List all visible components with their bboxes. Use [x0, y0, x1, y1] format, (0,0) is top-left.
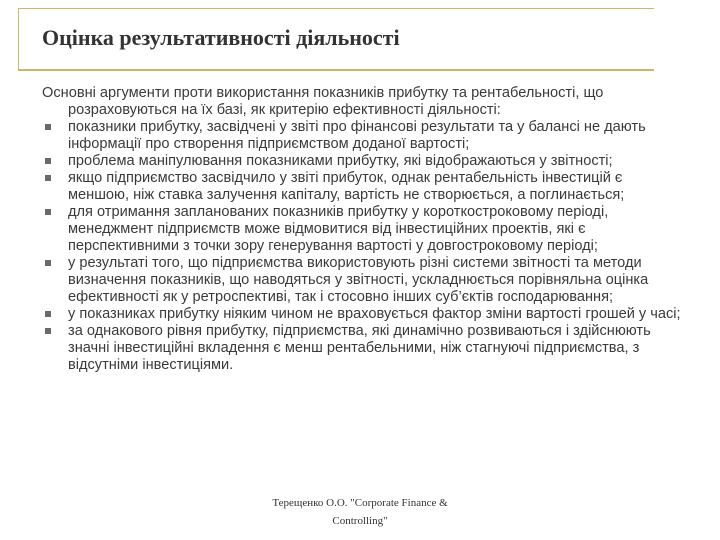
list-item-text: показники прибутку, засвідчені у звіті про фінансові результати та у балансі не дають інформації про створення підприємством доданої вартості;	[68, 119, 646, 152]
list-item	[42, 119, 682, 153]
square-bullet-icon	[45, 328, 51, 334]
intro-text: Основні аргументи проти використання показників прибутку та рентабельності, що розраховуються на їх базі, як критерію ефективності діяльності:	[42, 85, 604, 118]
footer-line-2: Controlling"	[332, 515, 388, 527]
title-frame-top-line	[18, 8, 654, 9]
footer-line-1: Терещенко О.О. "Corporate Finance &	[272, 497, 448, 509]
square-bullet-icon	[45, 260, 51, 266]
list-item-text: для отримання запланованих показників прибутку у короткостроковому періоді, менеджмент підприємств може відмовитися від інвестиційних проектів, які є перспективними з точки зору генерування вартості у довгостроковому періоді;	[68, 204, 609, 254]
square-bullet-icon	[45, 124, 51, 130]
square-bullet-icon	[45, 158, 51, 164]
title-frame-left-line	[18, 8, 19, 70]
slide-body	[42, 85, 682, 374]
argument-list	[42, 119, 682, 374]
list-item-text: у результаті того, що підприємства використовують різні системи звітності та методи визначення показників, що наводяться у звітності, ускладнюється порівняльна оцінка ефективності як у ретроспективі, так і стосовно інших суб’єктів господарювання;	[68, 255, 649, 305]
square-bullet-icon	[45, 311, 51, 317]
square-bullet-icon	[45, 175, 51, 181]
square-bullet-icon	[45, 209, 51, 215]
list-item-text: проблема маніпулювання показниками прибутку, які відображаються у звітності;	[68, 153, 613, 169]
list-item	[42, 204, 682, 255]
list-item	[42, 323, 682, 374]
list-item	[42, 170, 682, 204]
slide-title: Оцінка результативності діяльності	[42, 25, 400, 50]
list-item-text: якщо підприємство засвідчило у звіті прибуток, однак рентабельність інвестицій є меншою, ніж ставка залучення капіталу, вартість не створюється, а поглинається;	[68, 170, 625, 203]
list-item-text: у показниках прибутку ніяким чином не враховується фактор зміни вартості грошей у часі;	[68, 306, 681, 322]
list-item-text: за однакового рівня прибутку, підприємства, які динамічно розвиваються і здійснюють значні інвестиційні вкладення є менш рентабельними, ніж стагнуючі підприємства, з відсутніми інвестиціями.	[68, 323, 651, 373]
list-item	[42, 255, 682, 306]
list-item	[42, 153, 682, 170]
footer-credit	[0, 494, 720, 530]
list-item	[42, 306, 682, 323]
title-underline	[18, 69, 654, 71]
